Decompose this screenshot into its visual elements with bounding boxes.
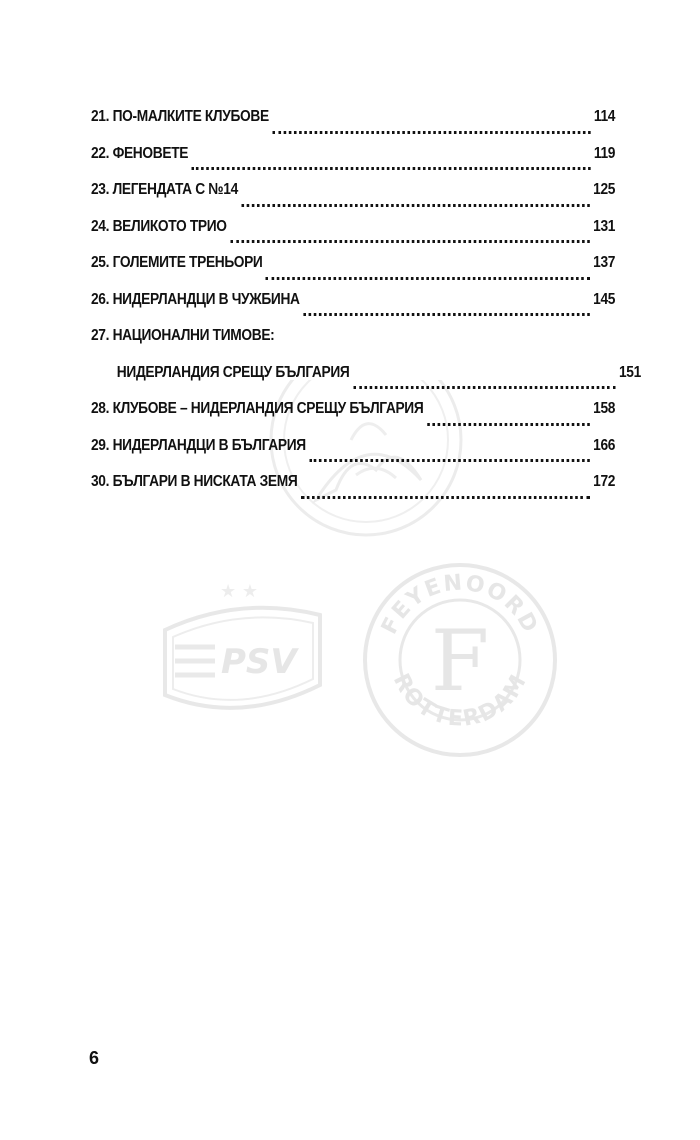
feyenoord-watermark-logo xyxy=(360,560,560,760)
svg-text:FEYENOORD xyxy=(377,570,543,638)
toc-page-number: 166 xyxy=(593,436,616,454)
dot-leader xyxy=(309,459,589,462)
toc-title: 27. НАЦИОНАЛНИ ТИМОВЕ: xyxy=(91,327,275,344)
toc-page-number: 125 xyxy=(593,181,616,198)
toc-entry-21[interactable] xyxy=(91,105,615,142)
dot-leader xyxy=(353,386,616,389)
dot-leader xyxy=(241,204,589,207)
toc-title: 21. ПО-МАЛКИТЕ КЛУБОВЕ xyxy=(91,108,269,125)
toc-title: 22. ФЕНОВЕТЕ xyxy=(91,144,189,162)
toc-page-number: 172 xyxy=(593,473,616,490)
toc-title: НИДЕРЛАНДИЯ СРЕЩУ БЪЛГАРИЯ xyxy=(116,363,350,381)
toc-page-number: 119 xyxy=(593,144,616,162)
psv-watermark-logo xyxy=(135,575,350,735)
toc-entry-27[interactable] xyxy=(91,361,641,398)
toc-entry-25[interactable] xyxy=(91,251,615,288)
toc-entry-30[interactable] xyxy=(91,470,615,507)
toc-entry-22[interactable] xyxy=(91,142,615,179)
toc-title: 25. ГОЛЕМИТЕ ТРЕНЬОРИ xyxy=(91,254,263,271)
toc-title: 29. НИДЕРЛАНДЦИ В БЪЛГАРИЯ xyxy=(91,436,306,454)
feyenoord-letter: F xyxy=(430,612,490,710)
svg-text:★ ★: ★ ★ xyxy=(220,581,258,602)
toc-title: 28. КЛУБОВЕ – НИДЕРЛАНДИЯ СРЕЩУ БЪЛГАРИЯ xyxy=(91,400,424,417)
dot-leader xyxy=(427,423,590,426)
toc-page-number: 137 xyxy=(593,254,616,271)
toc-page-number: 158 xyxy=(593,400,616,417)
toc-entry-28[interactable] xyxy=(91,397,615,434)
psv-watermark-text: PSV xyxy=(221,642,297,682)
toc-page-number: 151 xyxy=(618,363,641,381)
dot-leader xyxy=(192,167,591,170)
toc-page-number: 145 xyxy=(593,290,616,308)
toc-entry-24[interactable] xyxy=(91,215,615,252)
dot-leader xyxy=(230,240,590,243)
dot-leader xyxy=(272,131,590,134)
toc-entry-23[interactable] xyxy=(91,178,615,215)
toc-entry-29[interactable] xyxy=(91,434,615,471)
dot-leader xyxy=(301,496,590,499)
toc-entry-26[interactable] xyxy=(91,288,615,325)
toc-page-number: 114 xyxy=(593,108,616,125)
toc-page-number: 131 xyxy=(593,217,616,235)
dot-leader xyxy=(303,313,590,316)
table-of-contents xyxy=(91,105,641,507)
toc-title: 30. БЪЛГАРИ В НИСКАТА ЗЕМЯ xyxy=(91,473,298,490)
toc-title: 24. ВЕЛИКОТО ТРИО xyxy=(91,217,227,235)
toc-title: 23. ЛЕГЕНДАТА С №14 xyxy=(91,181,238,198)
svg-text:ROTTERDAM xyxy=(388,669,533,731)
toc-entry-27-heading[interactable] xyxy=(91,324,615,361)
feyenoord-top-text: FEYENOORD xyxy=(376,570,544,639)
feyenoord-bottom-text: ROTTERDAM xyxy=(387,669,533,732)
toc-title: 26. НИДЕРЛАНДЦИ В ЧУЖБИНА xyxy=(91,290,300,308)
dot-leader xyxy=(266,277,590,280)
page-number: 6 xyxy=(89,1048,100,1068)
